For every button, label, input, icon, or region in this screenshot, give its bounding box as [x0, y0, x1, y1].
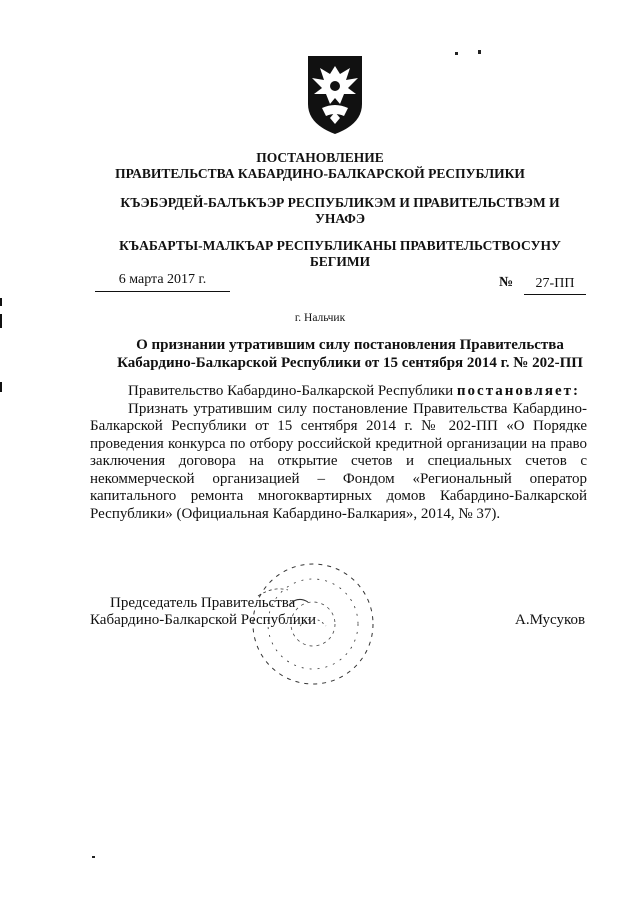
body-paragraph: Признать утратившим силу постановление Правительства Кабардино-Балкарской Республики от 15 сентября 2014 г. № 202-ПП «О Порядке проведения конкурса по отбору российской кредитной организации на право заключения договора на открытие счетов и специальных счетов с некоммерческой организацией – Фондом «Региональный оператор капитального ремонта многоквартирных домов Кабардино-Балкарской Республики» (Официальная Кабардино-Балкария», 2014, № 37). — [90, 400, 587, 522]
document-number: 27-ПП — [524, 276, 586, 295]
city: г. Нальчик — [294, 312, 346, 324]
coat-of-arms-icon — [304, 52, 366, 136]
scan-margin-mark — [0, 298, 2, 306]
signature-title-line1: Председатель Правительства — [110, 595, 296, 611]
number-label: № — [499, 275, 514, 290]
scan-speck — [478, 50, 481, 54]
heading-balkar — [0, 238, 640, 270]
heading-balkar-line1: КЪАБАРТЫ-МАЛКЪАР РЕСПУБЛИКАНЫ ПРАВИТЕЛЬСТВОСУНУ — [119, 238, 561, 253]
scan-speck — [92, 856, 95, 858]
scan-speck — [455, 52, 458, 55]
title-line1: О признании утратившим силу постановления Правительства — [136, 337, 564, 353]
scan-margin-mark — [0, 314, 2, 328]
heading-kabardian-line1: КЪЭБЭРДЕЙ-БАЛЪКЪЭР РЕСПУБЛИКЭМ И ПРАВИТЕЛЬСТВЭМ И — [120, 195, 560, 210]
heading-kabardian — [0, 195, 640, 227]
title-line2: Кабардино-Балкарской Республики от 15 сентября 2014 г. № 202-ПП — [117, 355, 583, 371]
decree-verb: постановляет: — [456, 383, 580, 399]
heading-kabardian-line2: УНАФЭ — [314, 211, 366, 226]
heading-title: ПОСТАНОВЛЕНИЕ — [256, 150, 384, 165]
decree-intro-paragraph — [90, 383, 587, 401]
signature-title — [90, 595, 316, 629]
heading-government: ПРАВИТЕЛЬСТВА КАБАРДИНО-БАЛКАРСКОЙ РЕСПУБЛИКИ — [115, 166, 525, 181]
scan-margin-mark — [0, 382, 2, 392]
document-body — [90, 383, 587, 523]
signatory-name: А.Мусуков — [515, 612, 586, 628]
document-date: 6 марта 2017 г. — [95, 272, 230, 292]
decree-intro: Правительство Кабардино-Балкарской Республики — [128, 383, 454, 399]
document-heading — [0, 150, 640, 182]
signature-title-line2: Кабардино-Балкарской Республики — [90, 612, 317, 628]
heading-balkar-line2: БЕГИМИ — [309, 254, 371, 269]
document-title — [90, 336, 610, 372]
